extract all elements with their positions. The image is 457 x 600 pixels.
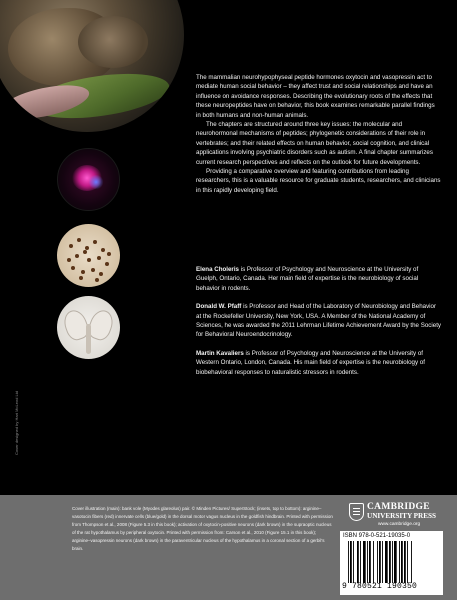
oxytocin-neurons-inset [57, 224, 120, 287]
neuron-dot [75, 254, 79, 258]
author-bios [196, 265, 441, 386]
author-bio [196, 349, 441, 377]
neuron-dot [87, 258, 91, 262]
vole-figure [78, 16, 148, 68]
description-paragraph: Providing a comparative overview and featuring contributions from leading researchers, this is a valuable resource for graduate students, researchers, and clinicians in this rapidly developing field. [196, 168, 441, 194]
barcode-bar [407, 541, 408, 583]
barcode-bar [401, 541, 403, 583]
neuron-dot [69, 244, 73, 248]
description-paragraph: The chapters are structured around three key issues: the molecular and neurohormonal mechanisms of peptides; phylogenetic considerations of their role in vertebrates; and their related effects on human behavior, social cognition, and clinical applications involving psychiatric disorders such as autism. A final chapter summarizes current research perspectives and reflects on the outlook for future developments. [196, 121, 433, 166]
barcode-bar [382, 541, 383, 583]
section-stem [86, 324, 91, 354]
neuron-dot [79, 276, 83, 280]
neuron-dot [105, 262, 109, 266]
neuron-dot [77, 238, 81, 242]
cambridge-crest-icon [349, 503, 364, 521]
barcode-digits: 9 780521 190350 [342, 582, 418, 591]
isbn-label: ISBN 978-0-521-19035-0 [343, 533, 411, 539]
neuron-dot [107, 252, 111, 256]
barcode-bar [411, 541, 412, 583]
barcode-bar [392, 541, 393, 583]
barcode-bar [377, 541, 378, 583]
neuron-dot [71, 266, 75, 270]
barcode-bar [363, 541, 366, 583]
neuron-dot [83, 250, 87, 254]
neuron-dot [99, 272, 103, 276]
barcode-panel [340, 531, 443, 595]
barcode-bar [373, 541, 374, 583]
neuron-dot [95, 278, 99, 282]
neuron-dot [91, 268, 95, 272]
bank-vole-photo [0, 0, 184, 132]
author-bio [196, 302, 441, 340]
book-description [196, 73, 441, 195]
publisher-name: CAMBRIDGE [367, 502, 430, 512]
author-name: Martin Kavaliers [196, 349, 244, 357]
barcode-bar [369, 541, 371, 583]
barcode-icon [348, 541, 436, 583]
publisher-url: www.cambridge.org [378, 522, 421, 527]
blue-cells [88, 175, 104, 189]
neuron-dot [81, 270, 85, 274]
gerbil-brain-section-inset [57, 296, 120, 359]
barcode-bar [404, 541, 406, 583]
neuron-dot [101, 248, 105, 252]
barcode-bar [357, 541, 359, 583]
author-text: is Professor and Head of the Laboratory of Neurobiology and Behavior at the Rockefeller University, New York, USA. A Member of the National Academy of Sciences, he was awarded the 2011 Lehrman Lifetime Achievement Award by the Society for Behavioral Neuroendocrinology. [196, 303, 442, 339]
barcode-bar [353, 541, 354, 583]
barcode-bar [399, 541, 400, 583]
designer-credit: Cover designed by Hart McLeod Ltd [14, 390, 19, 455]
barcode-bar [394, 541, 397, 583]
cover-illustration-credits: Cover illustration (main): bank vole (Myodes glareolus) pair. © Minden Pictures/ SuperStock; (insets, top to bottom): arginine–vasotocin fibers (red) innervate cells (blue/gold) in the dorsal motor vagus nucleus in the goldfish hindbrain. Printed with permission from Thompson et al., 2008 (Figure 5.3 in this book); activation of oxytocin-positive neurons (dark brown) in the supraoptic nucleus of the rat hypothalamus by peripheral oxytocin. Printed with permission from: Carson et al., 2010 (Figure 15.1 in this book); arginine–vasopressin neurons (dark brown) in the paraventricular nucleus of the hypothalamus in a coronal section of a gerbil’s brain. [72, 506, 333, 551]
neuron-dot [93, 240, 97, 244]
description-paragraph: The mammalian neurohypophyseal peptide hormones oxytocin and vasopressin act to mediate human social behavior – they affect trust and social relationships and have an influence on avoidance responses. Describing the evolutionary roots of the effects that these neuropeptides have on behavior, this book examines remarkable parallel findings in both humans and non-human animals. [196, 74, 435, 119]
author-text: is Professor of Psychology and Neuroscience at the University of Guelph, Ontario, Canada. Her main field of expertise is the neurobiology of social behavior in rodents. [196, 266, 419, 292]
author-bio [196, 265, 441, 293]
barcode-bar [360, 541, 361, 583]
author-text: is Professor of Psychology and Neuroscience at the University of Western Ontario, London, Canada. His main field of expertise is the neurobiology of biobehavioral responses to naturalistic stressors in rodents. [196, 349, 425, 376]
barcode-bar [367, 541, 368, 583]
barcode-bar [348, 541, 349, 583]
barcode-bar [385, 541, 388, 583]
author-name: Donald W. Pfaff [196, 303, 242, 311]
fluorescence-inset [57, 148, 120, 211]
author-name: Elena Choleris [196, 266, 239, 273]
petal-shape [0, 79, 92, 125]
publisher-subtitle: UNIVERSITY PRESS [367, 512, 437, 520]
barcode-bar [379, 541, 381, 583]
barcode-bar [389, 541, 391, 583]
barcode-bar [350, 541, 352, 583]
neuron-dot [97, 256, 101, 260]
neuron-dot [67, 258, 71, 262]
